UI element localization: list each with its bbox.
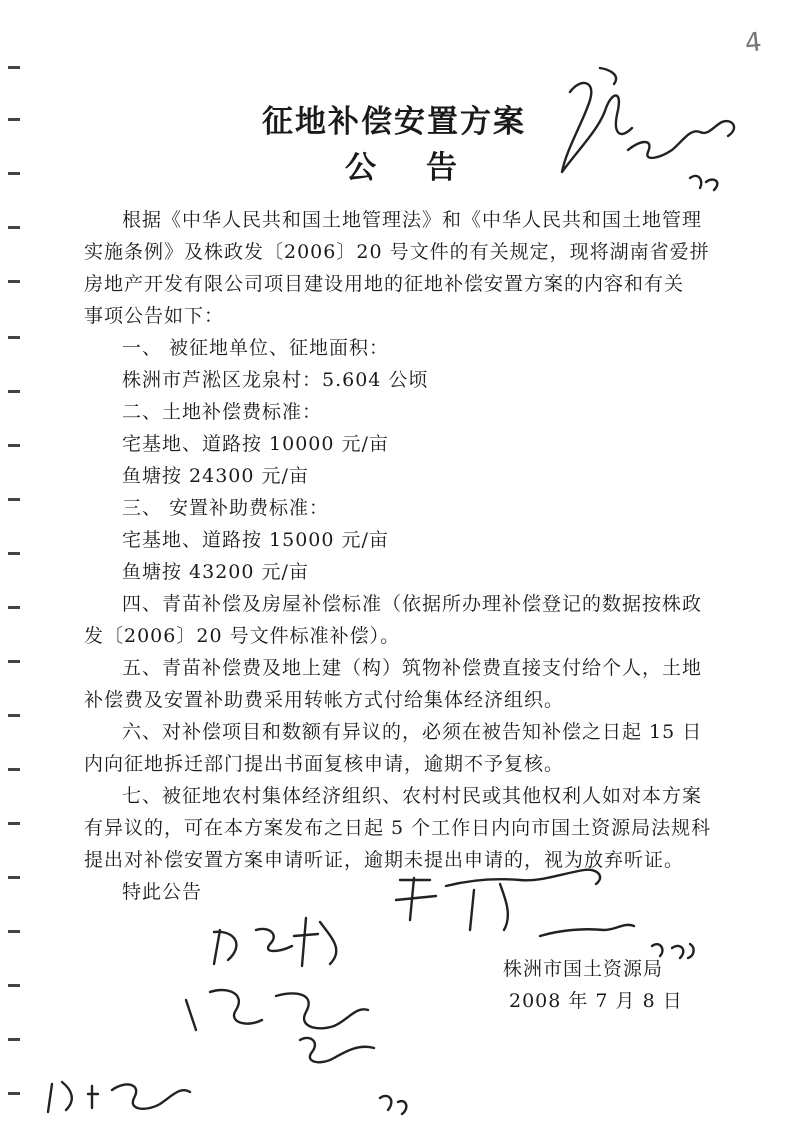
intro-line: 实施条例》及株政发〔2006〕20 号文件的有关规定，现将湖南省爱拼 bbox=[84, 241, 710, 263]
document-title: 征地补偿安置方案 bbox=[262, 104, 526, 140]
binding-punch-marks bbox=[0, 0, 30, 1134]
section-3-line: 宅基地、道路按 15000 元/亩 bbox=[122, 529, 389, 551]
page-number: 4 bbox=[743, 27, 764, 59]
section-3-line: 鱼塘按 43200 元/亩 bbox=[122, 561, 309, 583]
section-6-line: 六、对补偿项目和数额有异议的，必须在被告知补偿之日起 15 日 bbox=[122, 721, 703, 743]
section-3-heading: 三、 安置补助费标准： bbox=[122, 497, 330, 519]
notice-body bbox=[84, 204, 724, 908]
intro-line: 根据《中华人民共和国土地管理法》和《中华人民共和国土地管理 bbox=[122, 209, 703, 231]
subtitle-char-2: 告 bbox=[426, 150, 457, 186]
section-7-line: 有异议的，可在本方案发布之日起 5 个工作日内向市国土资源局法规科 bbox=[84, 817, 712, 839]
section-1-heading: 一、 被征地单位、征地面积： bbox=[122, 337, 390, 359]
section-6-line: 内向征地拆迁部门提出书面复核申请，逾期不予复核。 bbox=[84, 753, 565, 775]
section-5-line: 五、青苗补偿费及地上建（构）筑物补偿费直接支付给个人，土地 bbox=[122, 657, 703, 679]
intro-line: 房地产开发有限公司项目建设用地的征地补偿安置方案的内容和有关 bbox=[84, 273, 685, 295]
issue-date: 2008 年 7 月 8 日 bbox=[509, 990, 683, 1012]
closing-text: 特此公告 bbox=[122, 881, 203, 903]
section-2-line: 鱼塘按 24300 元/亩 bbox=[122, 465, 309, 487]
section-4-line: 发〔2006〕20 号文件标准补偿）。 bbox=[84, 625, 401, 647]
section-2-line: 宅基地、道路按 10000 元/亩 bbox=[122, 433, 389, 455]
section-2-heading: 二、土地补偿费标准： bbox=[122, 401, 323, 423]
section-7-line: 七、被征地农村集体经济组织、农村村民或其他权利人如对本方案 bbox=[122, 785, 703, 807]
section-5-line: 补偿费及安置补助费采用转帐方式付给集体经济组织。 bbox=[84, 689, 565, 711]
left-handwritten-approval bbox=[48, 918, 406, 1114]
document-subtitle bbox=[345, 142, 457, 187]
section-1-line: 株洲市芦淞区龙泉村：5.604 公顷 bbox=[122, 369, 429, 391]
intro-line: 事项公告如下： bbox=[84, 305, 225, 327]
issuing-authority: 株洲市国土资源局 bbox=[503, 958, 664, 980]
top-right-signature bbox=[562, 68, 734, 190]
section-7-line: 提出对补偿安置方案申请听证，逾期未提出申请的，视为放弃听证。 bbox=[84, 849, 685, 871]
subtitle-char-1: 公 bbox=[345, 150, 376, 186]
section-4-line: 四、青苗补偿及房屋补偿标准（依据所办理补偿登记的数据按株政 bbox=[122, 593, 703, 615]
